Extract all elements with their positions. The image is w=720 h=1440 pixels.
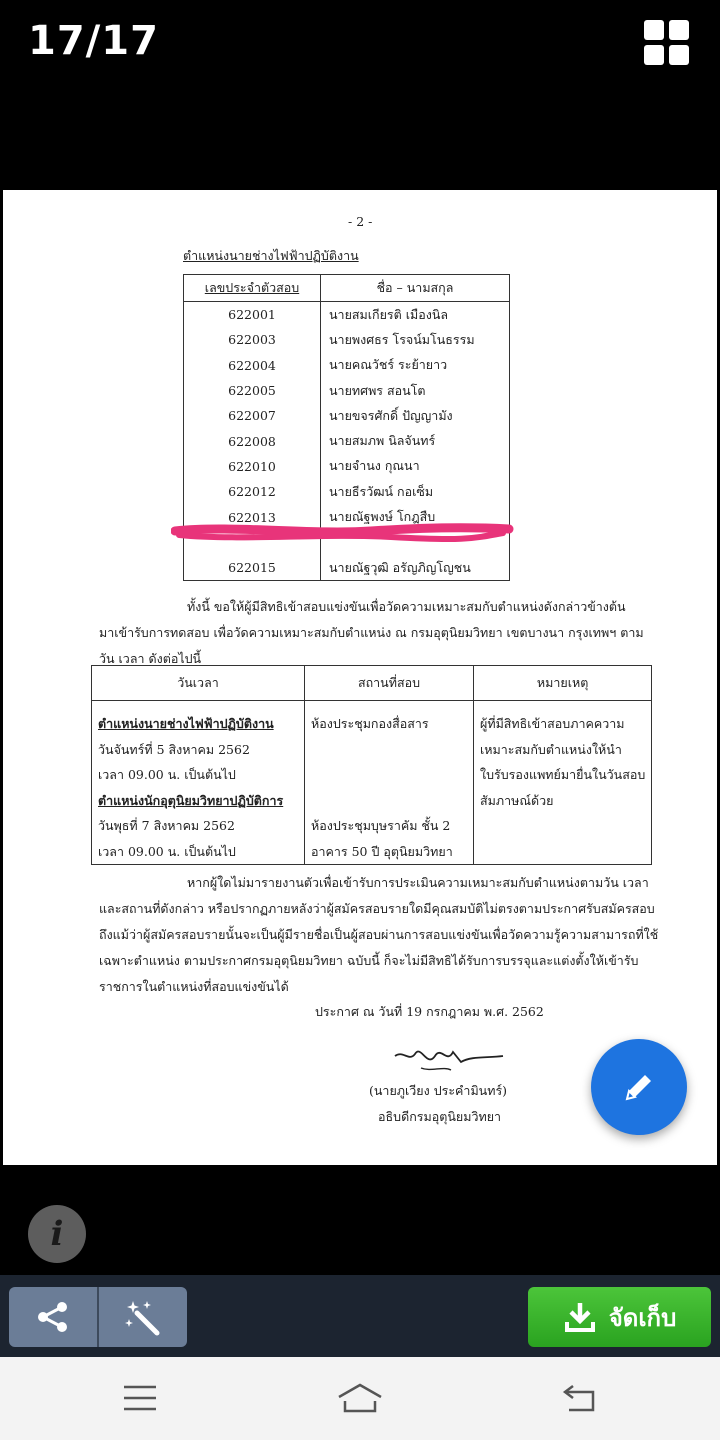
candidate-name bbox=[321, 530, 510, 555]
candidate-id: 622012 bbox=[184, 479, 321, 504]
system-nav-bar bbox=[0, 1357, 720, 1440]
paragraph-2-line: หากผู้ใดไม่มารายงานตัวเพื่อเข้ารับการประเมินความเหมาะสมกับตำแหน่งตามวัน เวลา bbox=[187, 875, 649, 890]
candidate-id: 622015 bbox=[184, 555, 321, 581]
table-row bbox=[184, 428, 510, 453]
grid-icon[interactable] bbox=[644, 20, 690, 66]
candidate-id: 622010 bbox=[184, 454, 321, 479]
paragraph-2-line: ถึงแม้ว่าผู้สมัครสอบรายนั้นจะเป็นผู้มีรายชื่อเป็นผู้สอบผ่านการสอบแข่งขันเพื่อวัดความรู้ความสามารถที่ใช้ bbox=[99, 927, 659, 942]
exam-place: ห้องประชุมบุษราคัม ชั้น 2 bbox=[311, 818, 451, 833]
candidate-name: นายสมเกียรติ เมืองนิล bbox=[321, 302, 510, 328]
share-icon bbox=[33, 1297, 73, 1337]
paragraph-1-line: วัน เวลา ดังต่อไปนี้ bbox=[99, 651, 202, 666]
page-number: - 2 - bbox=[348, 214, 373, 229]
signer-title: อธิบดีกรมอุตุนิยมวิทยา bbox=[378, 1109, 502, 1124]
position-label: ตำแหน่งนายช่างไฟฟ้าปฏิบัติงาน bbox=[98, 716, 274, 731]
note-line: ใบรับรองแพทย์มายื่นในวันสอบ bbox=[480, 767, 646, 782]
signer-name: (นายภูเวียง ประคำมินทร์) bbox=[369, 1083, 508, 1098]
table-row bbox=[184, 302, 510, 328]
back-nav-button[interactable] bbox=[550, 1375, 610, 1421]
exam-time: เวลา 09.00 น. เป็นต้นไป bbox=[98, 843, 236, 859]
candidate-name: นายพงศธร โรจน์มโนธรรม bbox=[321, 327, 510, 352]
position-label: ตำแหน่งนักอุตุนิยมวิทยาปฏิบัติการ bbox=[98, 792, 284, 808]
exam-date: วันพุธที่ 7 สิงหาคม 2562 bbox=[98, 818, 235, 833]
section-heading: ตำแหน่งนายช่างไฟฟ้าปฏิบัติงาน bbox=[183, 248, 359, 263]
schedule-row bbox=[92, 701, 652, 865]
candidate-id: 622001 bbox=[184, 302, 321, 328]
candidate-name: นายคณวัชร์ ระย้ายาว bbox=[321, 353, 510, 378]
paragraph-2-line: และสถานที่ดังกล่าว หรือปรากฏภายหลังว่าผู้สมัครสอบรายใดมีคุณสมบัติไม่ตรงตามประกาศรับสมัครสอบ bbox=[99, 901, 655, 916]
menu-icon bbox=[122, 1383, 158, 1413]
menu-nav-button[interactable] bbox=[110, 1375, 170, 1421]
header-name: ชื่อ – นามสกุล bbox=[321, 275, 510, 302]
magic-wand-icon bbox=[123, 1297, 163, 1337]
signature-image bbox=[391, 1038, 511, 1078]
table-header-row bbox=[184, 275, 510, 302]
exam-place: อาคาร 50 ปี อุตุนิยมวิทยา bbox=[311, 843, 453, 859]
document-page bbox=[3, 190, 717, 1165]
share-button[interactable] bbox=[9, 1287, 97, 1347]
table-row bbox=[184, 479, 510, 504]
download-icon bbox=[563, 1300, 597, 1334]
candidate-id: 622007 bbox=[184, 403, 321, 428]
home-nav-button[interactable] bbox=[330, 1375, 390, 1421]
exam-place: ห้องประชุมกองสื่อสาร bbox=[311, 716, 429, 731]
schedule-place-cell bbox=[305, 701, 474, 865]
top-bar bbox=[0, 0, 720, 190]
candidate-id: 622003 bbox=[184, 327, 321, 352]
candidate-name: นายทศพร สอนโต bbox=[321, 378, 510, 403]
schedule-header: วันเวลา bbox=[92, 666, 305, 701]
bottom-toolbar bbox=[0, 1275, 720, 1357]
table-row bbox=[184, 327, 510, 352]
back-icon bbox=[561, 1382, 599, 1414]
exam-date: วันจันทร์ที่ 5 สิงหาคม 2562 bbox=[98, 741, 250, 757]
candidate-id: 622013 bbox=[184, 504, 321, 529]
candidate-name: นายสมภพ นิลจันทร์ bbox=[321, 428, 510, 453]
table-row bbox=[184, 378, 510, 403]
note-line: ผู้ที่มีสิทธิเข้าสอบภาคความ bbox=[480, 716, 625, 731]
paragraph-1-line: ทั้งนี้ ขอให้ผู้มีสิทธิเข้าสอบแข่งขันเพื่อวัดความเหมาะสมกับตำแหน่งดังกล่าวข้างต้น bbox=[187, 599, 626, 614]
paragraph-2-line: เฉพาะตำแหน่ง ตามประกาศกรมอุตุนิยมวิทยา ฉบับนี้ ก็จะไม่มีสิทธิได้รับการบรรจุและแต่งตั้งให้เข้ารับ bbox=[99, 953, 639, 968]
table-row bbox=[184, 454, 510, 479]
schedule-header: สถานที่สอบ bbox=[305, 666, 474, 701]
table-row bbox=[184, 353, 510, 378]
candidate-name: นายณัฐพงษ์ โกฎสืบ bbox=[321, 504, 510, 529]
table-row bbox=[184, 530, 510, 555]
table-row bbox=[184, 403, 510, 428]
header-id: เลขประจำตัวสอบ bbox=[184, 275, 321, 302]
announcement-date: ประกาศ ณ วันที่ 19 กรกฎาคม พ.ศ. 2562 bbox=[315, 1004, 544, 1019]
candidate-name: นายณัฐวุฒิ อรัญภิญโญชน bbox=[321, 555, 510, 581]
candidate-id bbox=[184, 530, 321, 555]
table-row bbox=[184, 504, 510, 529]
candidate-id: 622004 bbox=[184, 353, 321, 378]
pencil-icon bbox=[619, 1067, 659, 1107]
paragraph-2-line: ราชการในตำแหน่งที่สอบแข่งขันได้ bbox=[99, 979, 289, 994]
exam-time: เวลา 09.00 น. เป็นต้นไป bbox=[98, 767, 236, 782]
save-button[interactable] bbox=[528, 1287, 711, 1347]
note-line: สัมภาษณ์ด้วย bbox=[480, 792, 554, 808]
candidate-name: นายธีรวัฒน์ กอเซ็ม bbox=[321, 479, 510, 504]
magic-edit-button[interactable] bbox=[97, 1287, 187, 1347]
page-counter: 17/17 bbox=[28, 18, 159, 64]
candidate-id: 622005 bbox=[184, 378, 321, 403]
schedule-header: หมายเหตุ bbox=[474, 666, 652, 701]
candidate-name: นายจำนง กุณนา bbox=[321, 454, 510, 479]
home-icon bbox=[335, 1381, 385, 1415]
schedule-note-cell bbox=[474, 701, 652, 865]
note-line: เหมาะสมกับตำแหน่งให้นำ bbox=[480, 741, 622, 757]
tool-button-group bbox=[9, 1287, 187, 1347]
schedule-table bbox=[91, 665, 652, 865]
save-label: จัดเก็บ bbox=[608, 1303, 677, 1332]
paragraph-1-line: มาเข้ารับการทดสอบ เพื่อวัดความเหมาะสมกับตำแหน่ง ณ กรมอุตุนิยมวิทยา เขตบางนา กรุงเทพฯ ตาม bbox=[99, 625, 644, 640]
info-button[interactable] bbox=[28, 1205, 86, 1263]
candidate-table bbox=[183, 274, 510, 581]
table-row bbox=[184, 555, 510, 581]
info-icon: i bbox=[50, 1214, 64, 1254]
candidate-id: 622008 bbox=[184, 428, 321, 453]
candidate-name: นายขจรศักดิ์ ปัญญามัง bbox=[321, 403, 510, 428]
schedule-header-row bbox=[92, 666, 652, 701]
schedule-datetime-cell bbox=[92, 701, 305, 865]
edit-fab-button[interactable] bbox=[591, 1039, 687, 1135]
